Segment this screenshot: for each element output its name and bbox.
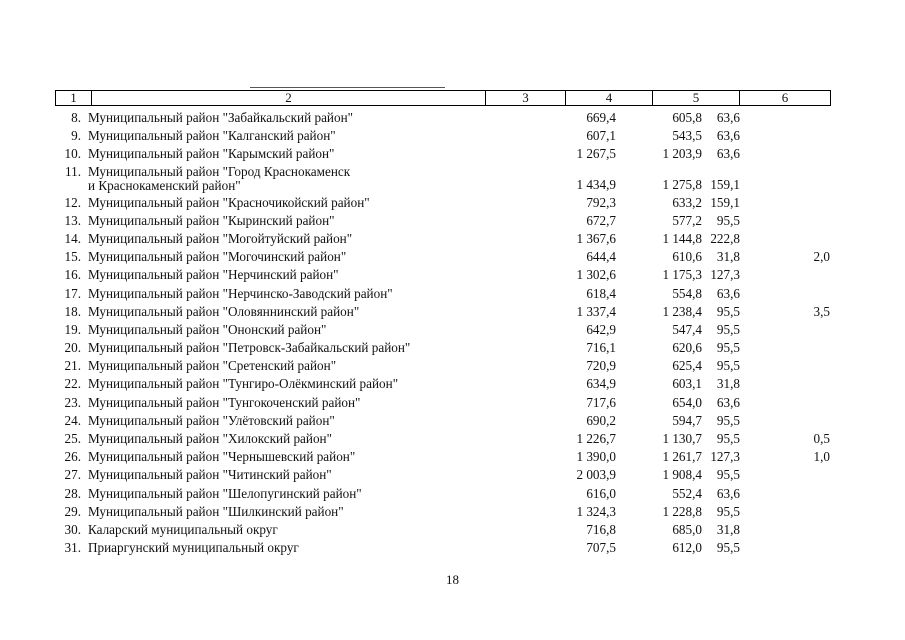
municipality-name: Муниципальный район "Чернышевский район" bbox=[88, 449, 356, 465]
municipality-name: Муниципальный район "Петровск-Забайкальский район" bbox=[88, 340, 411, 356]
municipality-name: Муниципальный район "Могойтуйский район" bbox=[88, 230, 353, 246]
value-col-5: 95,5 bbox=[716, 412, 740, 428]
row-number: 18. bbox=[64, 303, 81, 319]
table-header bbox=[55, 90, 831, 106]
value-col-5: 95,5 bbox=[716, 358, 740, 374]
row-number: 13. bbox=[64, 212, 81, 228]
municipality-name: Муниципальный район "Оловяннинский район" bbox=[88, 303, 360, 319]
table-row bbox=[55, 194, 831, 212]
page-number: 18 bbox=[446, 572, 459, 587]
value-col-5: 63,6 bbox=[716, 128, 740, 144]
municipality-name: Муниципальный район "Шилкинский район" bbox=[88, 503, 344, 519]
value-col-3: 616,0 bbox=[586, 485, 616, 501]
value-col-5: 31,8 bbox=[716, 376, 740, 392]
row-number: 11. bbox=[65, 163, 81, 179]
value-col-5: 63,6 bbox=[716, 146, 740, 162]
value-col-5: 31,8 bbox=[716, 521, 740, 537]
row-number: 22. bbox=[64, 376, 81, 392]
value-col-4: 577,2 bbox=[672, 212, 702, 228]
value-col-4: 1 130,7 bbox=[662, 431, 702, 446]
value-col-6: 1,0 bbox=[813, 449, 830, 465]
municipality-name: Муниципальный район "Калганский район" bbox=[88, 128, 336, 144]
row-number: 29. bbox=[64, 503, 81, 519]
municipality-name-line2: и Краснокаменский район" bbox=[88, 177, 241, 193]
value-col-3: 1 267,5 bbox=[576, 146, 616, 162]
row-number: 19. bbox=[64, 321, 81, 337]
value-col-4: 1 238,4 bbox=[662, 303, 702, 319]
value-col-3: 792,3 bbox=[586, 194, 616, 210]
value-col-4: 543,5 bbox=[672, 128, 702, 144]
header-col-5: 5 bbox=[692, 90, 700, 105]
value-col-6: 2,0 bbox=[813, 249, 830, 265]
value-col-4: 625,4 bbox=[672, 358, 702, 374]
table-row bbox=[55, 503, 831, 521]
table-row bbox=[55, 285, 831, 303]
value-col-5: 95,5 bbox=[716, 212, 740, 228]
municipality-name: Каларский муниципальный округ bbox=[88, 521, 278, 537]
value-col-4: 620,6 bbox=[672, 340, 702, 356]
municipality-name: Муниципальный район "Шелопугинский район" bbox=[88, 485, 362, 501]
municipality-name bbox=[88, 165, 350, 193]
row-number: 16. bbox=[64, 267, 81, 283]
municipality-name: Муниципальный район "Тунгиро-Олёкминский район" bbox=[88, 376, 399, 392]
table-row bbox=[55, 266, 831, 284]
row-number: 30. bbox=[64, 521, 81, 537]
value-col-3: 1 302,6 bbox=[576, 267, 616, 283]
table-row bbox=[55, 230, 831, 248]
value-col-4: 1 144,8 bbox=[662, 230, 702, 246]
table-row bbox=[55, 485, 831, 503]
value-col-4: 554,8 bbox=[672, 285, 702, 301]
table-row bbox=[55, 145, 831, 163]
header-col-6: 6 bbox=[781, 90, 789, 105]
row-number: 31. bbox=[64, 540, 81, 556]
table-row bbox=[55, 212, 831, 230]
value-col-4: 685,0 bbox=[672, 521, 702, 537]
value-col-5: 95,5 bbox=[716, 503, 740, 519]
value-col-3: 642,9 bbox=[586, 321, 616, 337]
value-col-3: 1 324,3 bbox=[576, 503, 616, 519]
municipality-name: Муниципальный район "Ононский район" bbox=[88, 321, 327, 337]
value-col-4: 1 228,8 bbox=[662, 503, 702, 519]
table-row bbox=[55, 127, 831, 145]
table-row bbox=[55, 466, 831, 484]
value-col-4: 603,1 bbox=[672, 376, 702, 392]
value-col-5: 63,6 bbox=[716, 285, 740, 301]
table-row bbox=[55, 375, 831, 393]
municipality-name: Муниципальный район "Хилокский район" bbox=[88, 431, 332, 446]
row-number: 20. bbox=[64, 340, 81, 356]
value-col-3: 1 390,0 bbox=[576, 449, 616, 465]
municipality-name: Муниципальный район "Читинский район" bbox=[88, 467, 332, 483]
value-col-4: 633,2 bbox=[672, 194, 702, 210]
value-col-3: 607,1 bbox=[586, 128, 616, 144]
row-number: 26. bbox=[64, 449, 81, 465]
value-col-3: 716,1 bbox=[586, 340, 616, 356]
table-row bbox=[55, 321, 831, 339]
municipality-name: Приаргунский муниципальный округ bbox=[88, 540, 299, 556]
municipality-name: Муниципальный район "Могочинский район" bbox=[88, 249, 347, 265]
row-number: 28. bbox=[64, 485, 81, 501]
value-col-3: 618,4 bbox=[586, 285, 616, 301]
header-col-2: 2 bbox=[285, 90, 292, 105]
row-number: 27. bbox=[64, 467, 81, 483]
table-row bbox=[55, 448, 831, 466]
table-row bbox=[55, 339, 831, 357]
municipality-name: Муниципальный район "Забайкальский район" bbox=[88, 110, 354, 125]
value-col-5: 63,6 bbox=[716, 485, 740, 501]
value-col-5: 95,5 bbox=[716, 340, 740, 356]
table-row bbox=[55, 539, 831, 557]
table-row bbox=[55, 248, 831, 266]
row-number: 23. bbox=[64, 394, 81, 410]
value-col-5: 95,5 bbox=[716, 431, 740, 446]
value-col-5: 63,6 bbox=[716, 110, 740, 125]
value-col-5: 127,3 bbox=[710, 449, 740, 465]
row-number: 12. bbox=[64, 194, 81, 210]
divider-line bbox=[250, 87, 445, 88]
municipality-name-line1: Муниципальный район "Город Краснокаменск bbox=[88, 163, 351, 179]
value-col-3: 1 226,7 bbox=[576, 431, 616, 446]
header-col-3: 3 bbox=[522, 90, 529, 105]
row-number: 21. bbox=[64, 358, 81, 374]
value-col-4: 654,0 bbox=[672, 394, 702, 410]
value-col-4: 1 203,9 bbox=[662, 146, 702, 162]
municipality-name: Муниципальный район "Нерчинско-Заводский район" bbox=[88, 285, 393, 301]
header-col-4: 4 bbox=[605, 90, 613, 105]
row-number: 24. bbox=[64, 412, 81, 428]
value-col-3: 720,9 bbox=[586, 358, 616, 374]
table-row bbox=[55, 430, 831, 448]
table-row bbox=[55, 164, 831, 194]
value-col-4: 552,4 bbox=[672, 485, 702, 501]
value-col-4: 610,6 bbox=[672, 249, 702, 265]
municipality-name: Муниципальный район "Сретенский район" bbox=[88, 358, 337, 374]
value-col-6: 0,5 bbox=[813, 431, 830, 446]
header-col-1: 1 bbox=[70, 90, 77, 105]
value-col-4: 1 908,4 bbox=[662, 467, 702, 483]
value-col-3: 717,6 bbox=[586, 394, 616, 410]
value-col-3: 634,9 bbox=[586, 376, 616, 392]
value-col-3: 1 367,6 bbox=[576, 230, 616, 246]
table-row bbox=[55, 357, 831, 375]
value-col-3: 1 434,9 bbox=[576, 176, 616, 192]
value-col-6: 3,5 bbox=[813, 303, 830, 319]
table-body bbox=[55, 109, 831, 557]
row-number: 14. bbox=[64, 230, 81, 246]
value-col-5: 127,3 bbox=[710, 267, 740, 283]
value-col-4: 605,8 bbox=[672, 110, 702, 125]
row-number: 17. bbox=[64, 285, 81, 301]
row-number: 8. bbox=[71, 110, 81, 125]
value-col-3: 2 003,9 bbox=[576, 467, 616, 483]
value-col-5: 159,1 bbox=[710, 176, 740, 192]
value-col-5: 95,5 bbox=[716, 540, 740, 556]
table-row bbox=[55, 412, 831, 430]
municipality-name: Муниципальный район "Кыринский район" bbox=[88, 212, 335, 228]
value-col-4: 547,4 bbox=[672, 321, 702, 337]
value-col-3: 707,5 bbox=[586, 540, 616, 556]
value-col-5: 95,5 bbox=[716, 321, 740, 337]
value-col-3: 1 337,4 bbox=[576, 303, 616, 319]
value-col-4: 612,0 bbox=[672, 540, 702, 556]
table-row bbox=[55, 303, 831, 321]
row-number: 9. bbox=[71, 128, 81, 144]
municipality-name: Муниципальный район "Карымский район" bbox=[88, 146, 335, 162]
municipality-name: Муниципальный район "Тунгокоченский район" bbox=[88, 394, 361, 410]
municipality-name: Муниципальный район "Улётовский район" bbox=[88, 412, 335, 428]
value-col-3: 690,2 bbox=[586, 412, 616, 428]
value-col-4: 1 175,3 bbox=[662, 267, 702, 283]
row-number: 10. bbox=[64, 146, 81, 162]
value-col-3: 672,7 bbox=[586, 212, 616, 228]
value-col-4: 594,7 bbox=[672, 412, 702, 428]
municipality-name: Муниципальный район "Нерчинский район" bbox=[88, 267, 339, 283]
value-col-3: 644,4 bbox=[586, 249, 616, 265]
value-col-5: 159,1 bbox=[710, 194, 740, 210]
row-number: 15. bbox=[64, 249, 81, 265]
value-col-4: 1 261,7 bbox=[662, 449, 702, 465]
row-number: 25. bbox=[64, 431, 81, 446]
value-col-3: 716,8 bbox=[586, 521, 616, 537]
value-col-5: 31,8 bbox=[716, 249, 740, 265]
table-row bbox=[55, 109, 831, 127]
value-col-3: 669,4 bbox=[586, 110, 616, 125]
value-col-5: 95,5 bbox=[716, 467, 740, 483]
value-col-4: 1 275,8 bbox=[662, 176, 702, 192]
municipality-name: Муниципальный район "Красночикойский район" bbox=[88, 194, 370, 210]
value-col-5: 95,5 bbox=[716, 303, 740, 319]
value-col-5: 222,8 bbox=[710, 230, 740, 246]
value-col-5: 63,6 bbox=[716, 394, 740, 410]
table-row bbox=[55, 521, 831, 539]
table-row bbox=[55, 394, 831, 412]
